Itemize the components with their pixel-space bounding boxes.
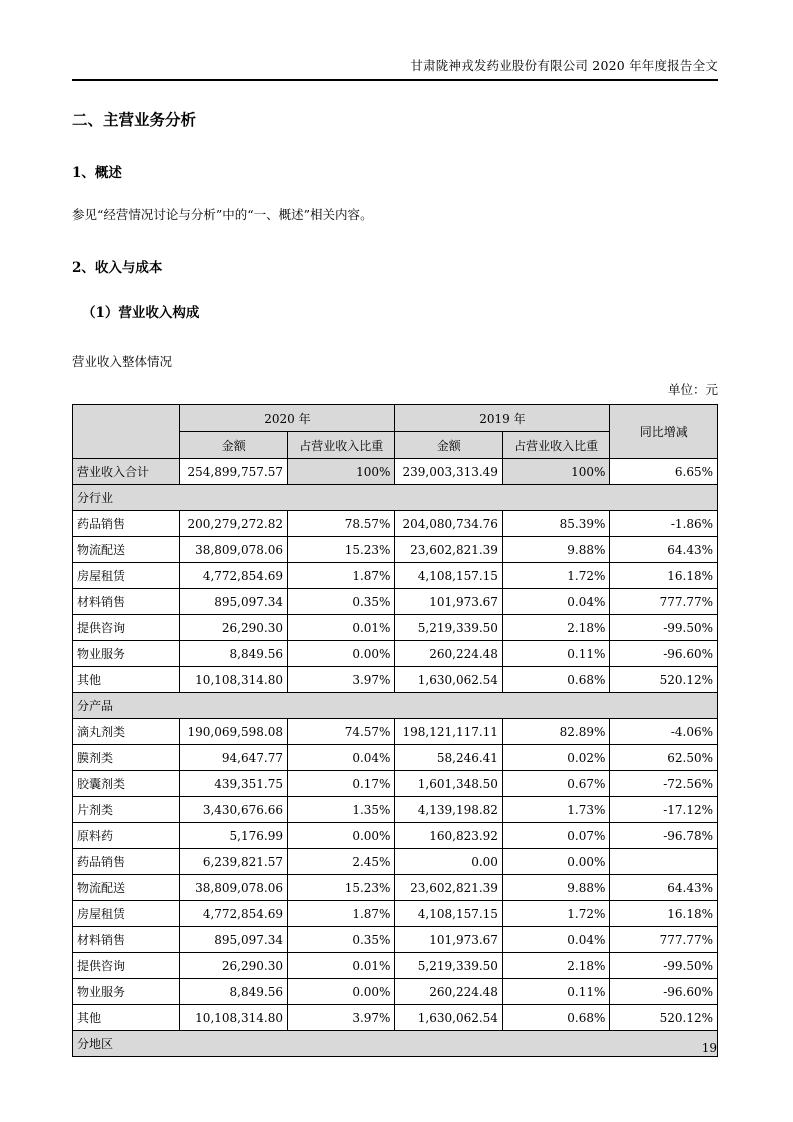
amount-2020: 3,430,676.66 — [180, 797, 287, 823]
year-2020-header: 2020 年 — [180, 405, 395, 432]
yoy-change: 520.12% — [610, 667, 718, 693]
yoy-change: -96.60% — [610, 641, 718, 667]
revenue-heading: 2、收入与成本 — [72, 260, 163, 276]
yoy-change: -1.86% — [610, 511, 718, 537]
amount-2019: 239,003,313.49 — [395, 459, 502, 485]
yoy-change: 777.77% — [610, 927, 718, 953]
ratio-2019: 0.02% — [502, 745, 609, 771]
table-row — [73, 615, 718, 641]
ratio-2019-header: 占营业收入比重 — [502, 432, 609, 459]
unit-label: 单位：元 — [667, 382, 718, 397]
ratio-2019: 2.18% — [502, 953, 609, 979]
ratio-2020: 15.23% — [287, 537, 394, 563]
table-row — [73, 901, 718, 927]
yoy-change: 520.12% — [610, 1005, 718, 1031]
ratio-2019: 0.11% — [502, 641, 609, 667]
amount-2020: 190,069,598.08 — [180, 719, 287, 745]
ratio-2019: 0.68% — [502, 1005, 609, 1031]
ratio-2019: 1.72% — [502, 563, 609, 589]
ratio-2020: 0.04% — [287, 745, 394, 771]
ratio-2020-header: 占营业收入比重 — [287, 432, 394, 459]
amount-2020: 8,849.56 — [180, 641, 287, 667]
amount-2020: 895,097.34 — [180, 927, 287, 953]
yoy-change: -96.60% — [610, 979, 718, 1005]
ratio-2020: 0.00% — [287, 823, 394, 849]
table-body — [73, 459, 718, 1057]
ratio-2019: 0.00% — [502, 849, 609, 875]
table-row — [73, 589, 718, 615]
row-label: 药品销售 — [73, 849, 180, 875]
yoy-change: 16.18% — [610, 901, 718, 927]
ratio-2020: 2.45% — [287, 849, 394, 875]
ratio-2020: 0.35% — [287, 927, 394, 953]
section-row — [73, 1031, 718, 1057]
table-caption: 营业收入整体情况 — [72, 354, 173, 369]
page-number: 19 — [701, 1041, 717, 1055]
amount-2019-header: 金额 — [395, 432, 502, 459]
section-row — [73, 485, 718, 511]
amount-2019: 260,224.48 — [395, 979, 502, 1005]
table-row — [73, 771, 718, 797]
amount-2020: 6,239,821.57 — [180, 849, 287, 875]
ratio-2020: 74.57% — [287, 719, 394, 745]
table-row — [73, 641, 718, 667]
amount-2019: 204,080,734.76 — [395, 511, 502, 537]
ratio-2020: 1.35% — [287, 797, 394, 823]
amount-2019: 23,602,821.39 — [395, 875, 502, 901]
amount-2019: 5,219,339.50 — [395, 953, 502, 979]
ratio-2019: 0.11% — [502, 979, 609, 1005]
amount-2020: 439,351.75 — [180, 771, 287, 797]
ratio-2019: 9.88% — [502, 875, 609, 901]
amount-2020: 10,108,314.80 — [180, 1005, 287, 1031]
amount-2019: 1,601,348.50 — [395, 771, 502, 797]
amount-2019: 5,219,339.50 — [395, 615, 502, 641]
ratio-2020: 0.35% — [287, 589, 394, 615]
overview-body: 参见“经营情况讨论与分析”中的“一、概述”相关内容。 — [72, 207, 373, 222]
ratio-2019: 9.88% — [502, 537, 609, 563]
amount-2019: 198,121,117.11 — [395, 719, 502, 745]
header-rule — [72, 79, 718, 81]
table-row — [73, 511, 718, 537]
row-label: 其他 — [73, 1005, 180, 1031]
table-row — [73, 823, 718, 849]
row-label: 营业收入合计 — [73, 459, 180, 485]
yoy-change: 64.43% — [610, 537, 718, 563]
amount-2019: 23,602,821.39 — [395, 537, 502, 563]
yoy-change: 62.50% — [610, 745, 718, 771]
ratio-2019: 82.89% — [502, 719, 609, 745]
yoy-change: 64.43% — [610, 875, 718, 901]
amount-2019: 4,108,157.15 — [395, 901, 502, 927]
ratio-2019: 0.07% — [502, 823, 609, 849]
ratio-2020: 100% — [287, 459, 394, 485]
table-row — [73, 459, 718, 485]
document-header: 甘肃陇神戎发药业股份有限公司 2020 年年度报告全文 — [410, 58, 718, 73]
table-row — [73, 797, 718, 823]
amount-2020-header: 金额 — [180, 432, 287, 459]
ratio-2020: 0.01% — [287, 953, 394, 979]
amount-2020: 4,772,854.69 — [180, 563, 287, 589]
section-label: 分地区 — [73, 1031, 718, 1057]
row-label: 材料销售 — [73, 589, 180, 615]
ratio-2019: 0.04% — [502, 927, 609, 953]
main-heading: 二、主营业务分析 — [72, 110, 197, 129]
ratio-2019: 2.18% — [502, 615, 609, 641]
yoy-change: 16.18% — [610, 563, 718, 589]
table-row — [73, 979, 718, 1005]
row-label: 其他 — [73, 667, 180, 693]
amount-2019: 4,108,157.15 — [395, 563, 502, 589]
ratio-2019: 100% — [502, 459, 609, 485]
year-2019-header: 2019 年 — [395, 405, 610, 432]
section-label: 分行业 — [73, 485, 718, 511]
yoy-change: -96.78% — [610, 823, 718, 849]
amount-2020: 200,279,272.82 — [180, 511, 287, 537]
amount-2019: 1,630,062.54 — [395, 1005, 502, 1031]
amount-2020: 38,809,078.06 — [180, 537, 287, 563]
yoy-header: 同比增减 — [610, 405, 718, 459]
yoy-change: -17.12% — [610, 797, 718, 823]
amount-2020: 8,849.56 — [180, 979, 287, 1005]
ratio-2020: 3.97% — [287, 667, 394, 693]
ratio-2020: 0.01% — [287, 615, 394, 641]
table-row — [73, 719, 718, 745]
table-header-row-1 — [73, 405, 718, 432]
revenue-table — [72, 404, 718, 1057]
row-label: 材料销售 — [73, 927, 180, 953]
amount-2020: 38,809,078.06 — [180, 875, 287, 901]
row-label: 提供咨询 — [73, 953, 180, 979]
table-row — [73, 953, 718, 979]
table-row — [73, 849, 718, 875]
ratio-2020: 15.23% — [287, 875, 394, 901]
amount-2020: 10,108,314.80 — [180, 667, 287, 693]
row-label: 物业服务 — [73, 641, 180, 667]
amount-2020: 5,176.99 — [180, 823, 287, 849]
yoy-change: 777.77% — [610, 589, 718, 615]
overview-heading: 1、概述 — [72, 165, 122, 181]
row-label: 房屋租赁 — [73, 563, 180, 589]
row-label: 片剂类 — [73, 797, 180, 823]
row-label: 物业服务 — [73, 979, 180, 1005]
ratio-2019: 85.39% — [502, 511, 609, 537]
amount-2019: 260,224.48 — [395, 641, 502, 667]
yoy-change: -99.50% — [610, 953, 718, 979]
ratio-2019: 0.67% — [502, 771, 609, 797]
amount-2020: 26,290.30 — [180, 953, 287, 979]
ratio-2020: 0.00% — [287, 641, 394, 667]
amount-2019: 160,823.92 — [395, 823, 502, 849]
row-label: 膜剂类 — [73, 745, 180, 771]
amount-2020: 26,290.30 — [180, 615, 287, 641]
row-label: 胶囊剂类 — [73, 771, 180, 797]
amount-2019: 1,630,062.54 — [395, 667, 502, 693]
row-label: 原料药 — [73, 823, 180, 849]
row-label: 物流配送 — [73, 537, 180, 563]
amount-2019: 101,973.67 — [395, 927, 502, 953]
ratio-2019: 1.73% — [502, 797, 609, 823]
table-head — [73, 405, 718, 459]
amount-2020: 94,647.77 — [180, 745, 287, 771]
table-row — [73, 927, 718, 953]
table-row — [73, 667, 718, 693]
yoy-change: -99.50% — [610, 615, 718, 641]
row-label: 滴丸剂类 — [73, 719, 180, 745]
amount-2019: 58,246.41 — [395, 745, 502, 771]
ratio-2019: 0.68% — [502, 667, 609, 693]
amount-2020: 254,899,757.57 — [180, 459, 287, 485]
row-label: 提供咨询 — [73, 615, 180, 641]
amount-2019: 0.00 — [395, 849, 502, 875]
ratio-2020: 1.87% — [287, 901, 394, 927]
row-label: 药品销售 — [73, 511, 180, 537]
ratio-2020: 0.00% — [287, 979, 394, 1005]
corner-header-cell — [73, 405, 180, 459]
amount-2019: 4,139,198.82 — [395, 797, 502, 823]
ratio-2020: 3.97% — [287, 1005, 394, 1031]
section-row — [73, 693, 718, 719]
row-label: 房屋租赁 — [73, 901, 180, 927]
ratio-2019: 1.72% — [502, 901, 609, 927]
table-row — [73, 563, 718, 589]
yoy-change — [610, 849, 718, 875]
ratio-2020: 78.57% — [287, 511, 394, 537]
row-label: 物流配送 — [73, 875, 180, 901]
amount-2020: 4,772,854.69 — [180, 901, 287, 927]
composition-heading: （1）营业收入构成 — [82, 305, 200, 321]
yoy-change: -4.06% — [610, 719, 718, 745]
amount-2020: 895,097.34 — [180, 589, 287, 615]
section-label: 分产品 — [73, 693, 718, 719]
yoy-change: -72.56% — [610, 771, 718, 797]
table-row — [73, 537, 718, 563]
table-row — [73, 1005, 718, 1031]
ratio-2020: 0.17% — [287, 771, 394, 797]
yoy-change: 6.65% — [610, 459, 718, 485]
ratio-2020: 1.87% — [287, 563, 394, 589]
table-row — [73, 875, 718, 901]
ratio-2019: 0.04% — [502, 589, 609, 615]
table-row — [73, 745, 718, 771]
amount-2019: 101,973.67 — [395, 589, 502, 615]
